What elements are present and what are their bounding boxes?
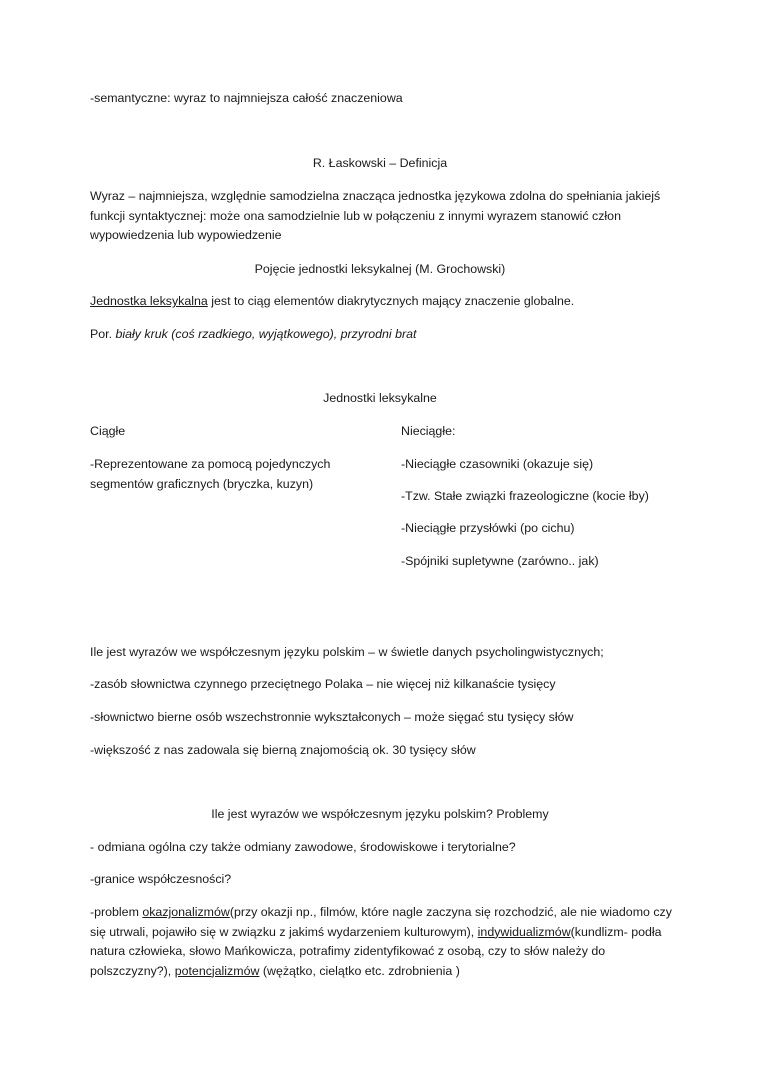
term-okazjonalizmy: okazjonalizmów: [142, 905, 230, 919]
count-line: -większość z nas zadowala się bierną znajomością ok. 30 tysięcy słów: [90, 743, 476, 757]
problem-text: (wężątko, cielątko etc. zdrobnienia ): [259, 963, 460, 978]
count-line: Ile jest wyrazów we współczesnym języku polskim – w świetle danych psycholingwistycznych;: [90, 645, 604, 659]
discontinuous-title: Nieciągłe:: [401, 424, 456, 438]
laskowski-definition: Wyraz – najmniejsza, względnie samodzielna znacząca jednostka językowa zdolna do spełniania jakiejś funkcji syntaktycznej: może ona samodzielnie lub w połączeniu z innymi wyrazem stanowić człon wypowiedzenia lub wypowiedzenie: [90, 189, 661, 242]
por-line: [90, 325, 680, 345]
grochowski-definition-rest: jest to ciąg elementów diakrytycznych mający znaczenie globalne.: [207, 294, 575, 308]
intro-line: -semantyczne: wyraz to najmniejsza całość znaczeniowa: [90, 91, 403, 105]
continuous-desc: -Reprezentowane za pomocą pojedynczych segmentów graficznych (bryczka, kuzyn): [90, 457, 331, 491]
por-label: Por.: [90, 327, 116, 341]
units-heading: Jednostki leksykalne: [323, 391, 437, 405]
term-potencjalizmy: potencjalizmów: [174, 963, 260, 978]
discontinuous-item: -Nieciągłe przysłówki (po cichu): [401, 521, 575, 535]
count-line: -zasób słownictwa czynnego przeciętnego Polaka – nie więcej niż kilkanaście tysięcy: [90, 677, 556, 691]
term-indywidualizmy: indywidualizmów: [477, 924, 571, 939]
por-examples: biały kruk (coś rzadkiego, wyjątkowego), przyrodni brat: [115, 327, 417, 341]
term-jednostka-leksykalna: Jednostka leksykalna: [90, 294, 208, 308]
discontinuous-item: -Nieciągłe czasowniki (okazuje się): [401, 457, 594, 471]
grochowski-definition: [90, 292, 680, 312]
discontinuous-item: -Tzw. Stałe związki frazeologiczne (kocie łby): [401, 489, 649, 503]
grochowski-heading: Pojęcie jednostki leksykalnej (M. Grochowski): [254, 262, 506, 276]
continuous-title: Ciągłe: [90, 424, 126, 438]
problem-paragraph: [90, 903, 675, 981]
problem-line: -granice współczesności?: [90, 872, 232, 886]
problems-heading: Ile jest wyrazów we współczesnym języku polskim? Problemy: [211, 807, 549, 821]
laskowski-heading: R. Łaskowski – Definicja: [312, 156, 448, 170]
count-line: -słownictwo bierne osób wszechstronnie wykształconych – może sięgać stu tysięcy słów: [90, 710, 574, 724]
discontinuous-item: -Spójniki supletywne (zarówno.. jak): [401, 554, 599, 568]
problem-text: (kundlizm- podła natura człowieka, słowo Mańkowicza, potrafimy zidentyfikować z osobą, czy to słów należy do polszczyzny?),: [90, 924, 662, 978]
problem-prefix: -problem: [90, 905, 143, 919]
problem-line: - odmiana ogólna czy także odmiany zawodowe, środowiskowe i terytorialne?: [90, 840, 516, 854]
problem-text: (przy okazji np., filmów, które nagle zaczyna się rozchodzić, ale nie wiadomo czy się utrwali, pojawiło się w związku z jakimś wydarzeniem kulturowym),: [90, 905, 672, 939]
